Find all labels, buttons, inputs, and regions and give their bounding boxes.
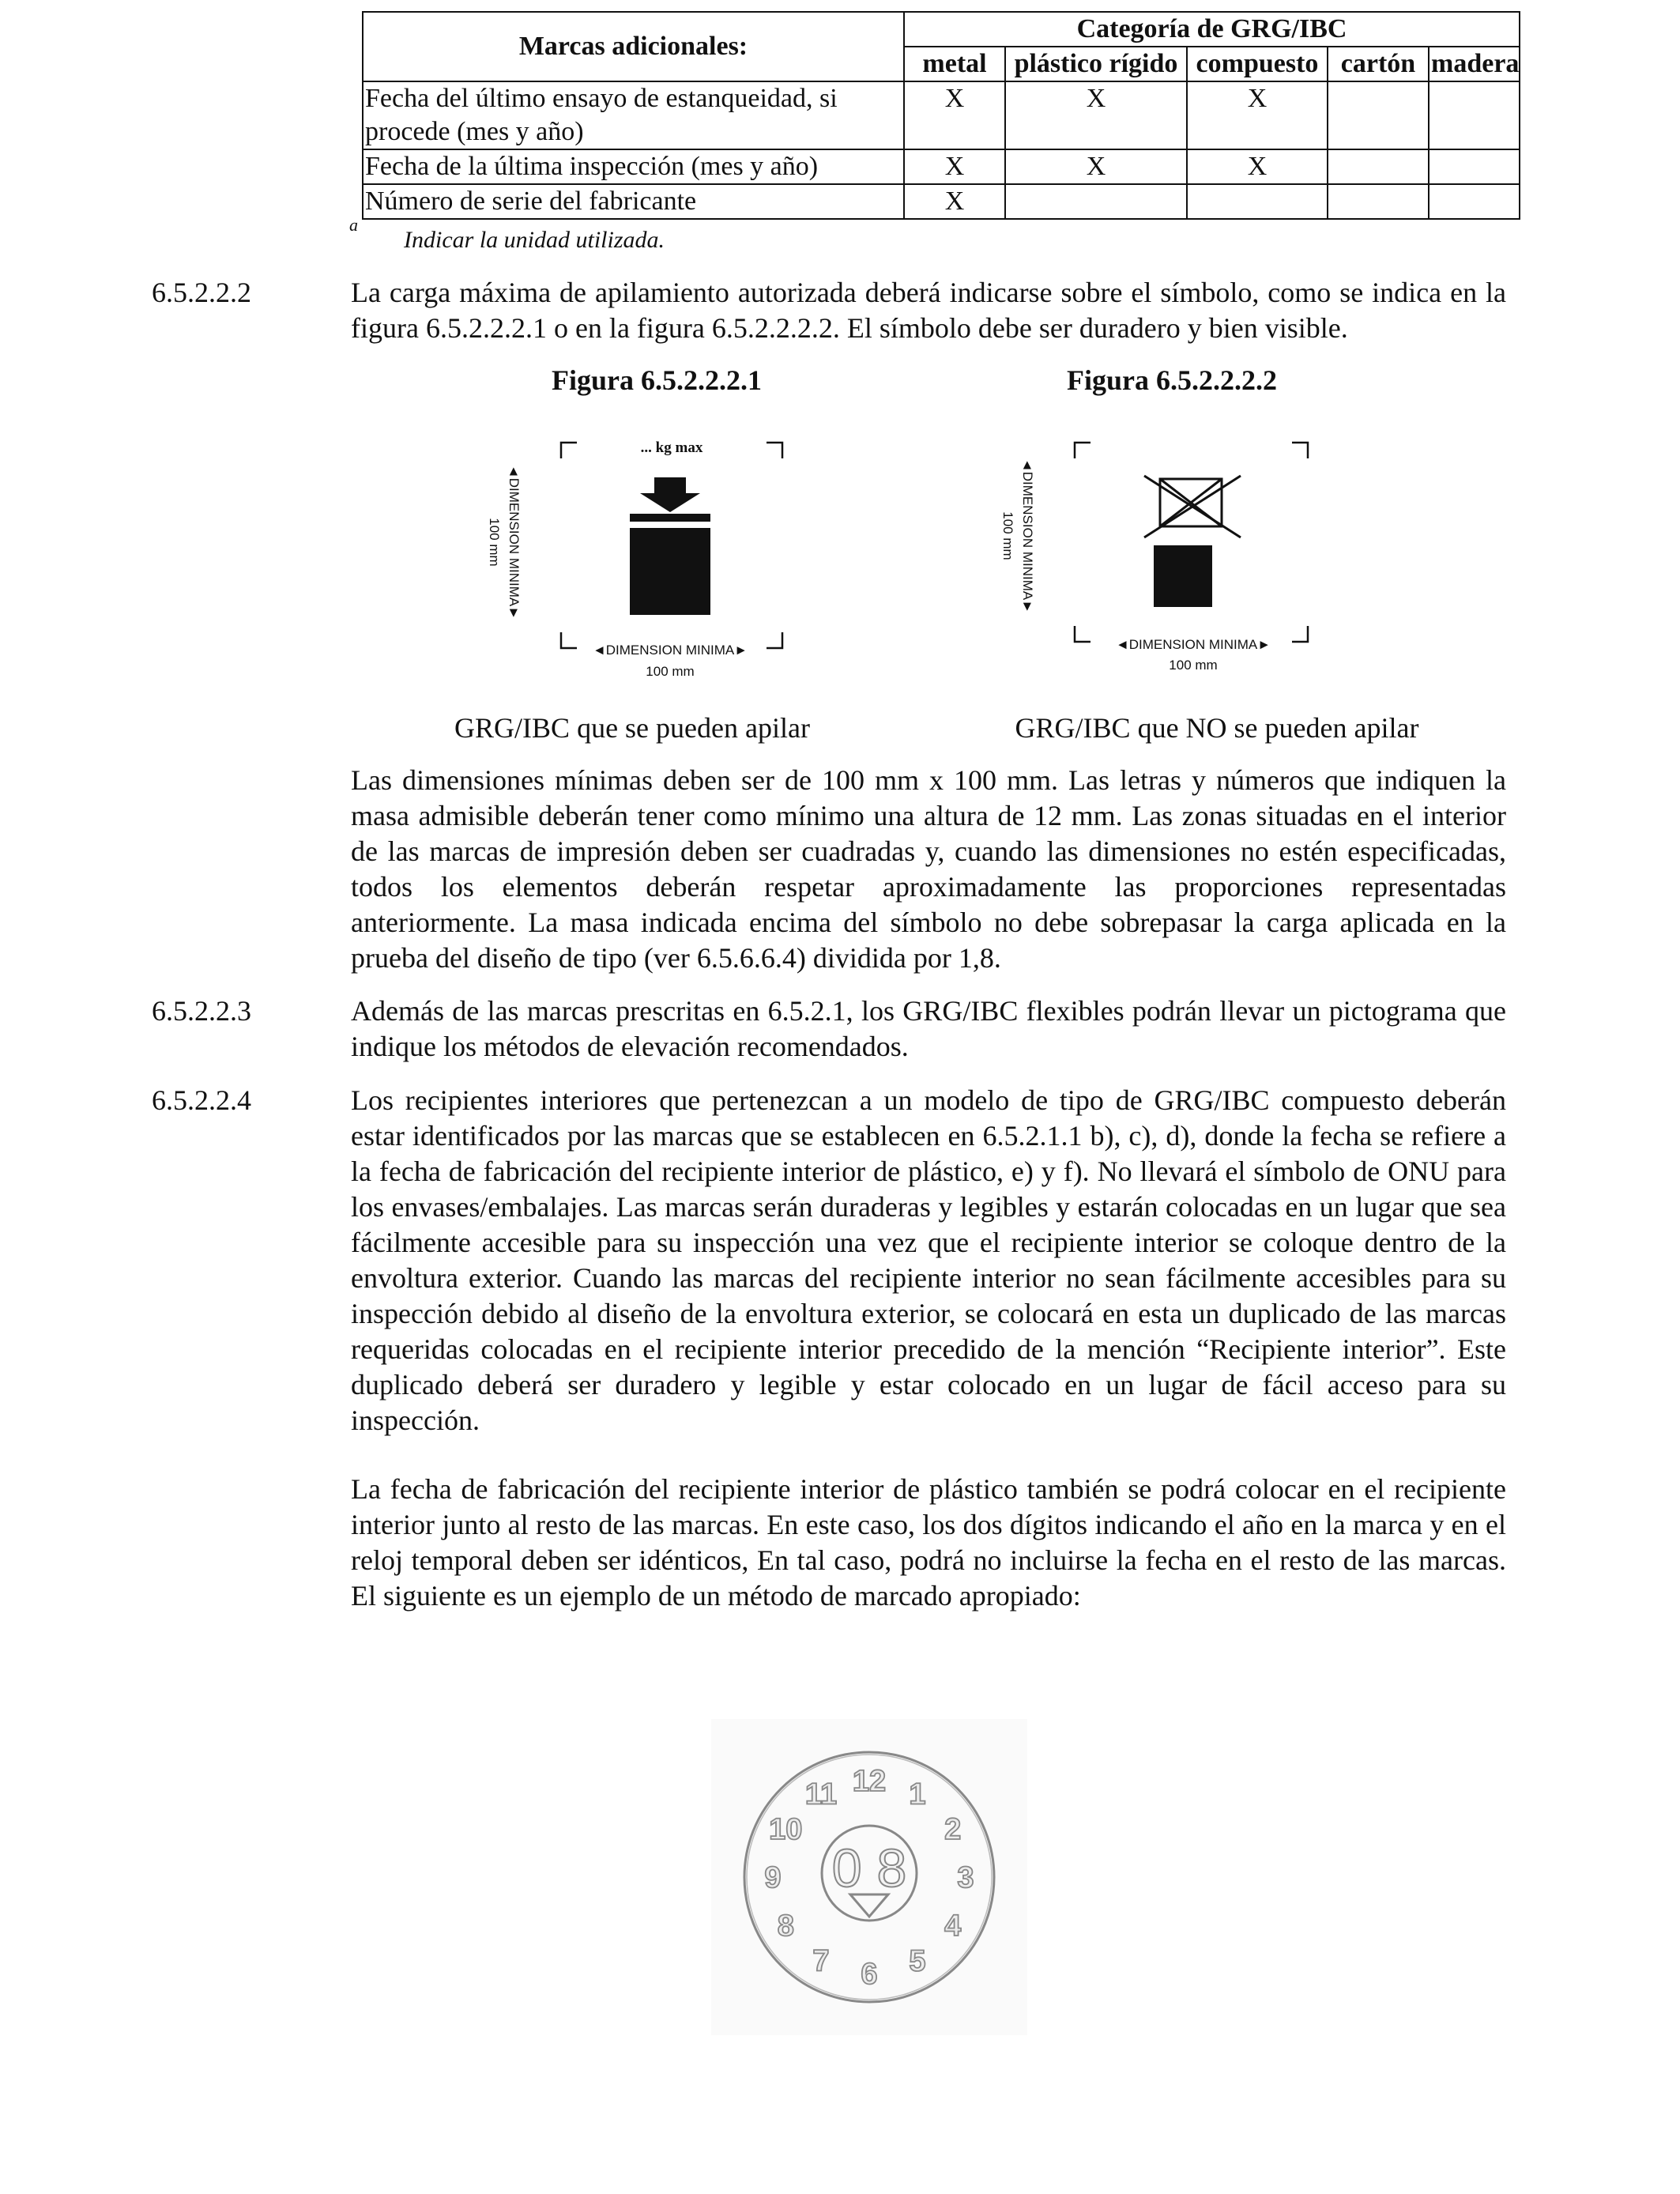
figure-1-stackable-symbol — [482, 427, 798, 696]
year-digits: 0 8 — [831, 1838, 907, 1898]
header-marcas: Marcas adicionales: — [363, 12, 904, 81]
col-header: compuesto — [1187, 47, 1328, 81]
dimension-value: 100 mm — [1169, 658, 1218, 673]
figure-1-title: Figura 6.5.2.2.2.1 — [552, 364, 762, 396]
clock-number: 10 — [769, 1813, 803, 1846]
figure-1-caption: GRG/IBC que se pueden apilar — [454, 712, 810, 744]
table-cell: X — [904, 149, 1005, 184]
clock-number: 2 — [944, 1813, 962, 1846]
table-cell: X — [904, 81, 1005, 149]
dimension-label: ◄DIMENSION MINIMA► — [1115, 637, 1271, 652]
table-cell — [1005, 184, 1187, 219]
table-row — [363, 81, 1520, 149]
non-stackable-symbol-graphic — [1004, 427, 1320, 696]
dimension-label-vertical: ◄DIMENSION MINIMA► — [507, 464, 522, 620]
dimension-label-vertical: ◄DIMENSION MINIMA► — [1020, 458, 1035, 614]
clock-number: 11 — [804, 1777, 838, 1811]
table-cell: X — [1005, 81, 1187, 149]
row-label: Fecha del último ensayo de estanqueidad, si procede (mes y año) — [363, 81, 904, 149]
section-text-continued: La fecha de fabricación del recipiente interior de plástico también se podrá colocar en el recipiente interior junto al resto de las marcas. En este caso, los dos dígitos indicando el año en la marca y en el reloj temporal deben ser idénticos, En tal caso, podrá no incluirse la fecha en el resto de las marcas. El siguiente es un ejemplo de un método de marcado apropiado: — [351, 1473, 1506, 1612]
col-header: plástico rígido — [1005, 47, 1187, 81]
clock-number: 9 — [764, 1861, 782, 1894]
table-cell — [1328, 149, 1429, 184]
row-label: Fecha de la última inspección (mes y año) — [363, 149, 904, 184]
dimensions-paragraph: Las dimensiones mínimas deben ser de 100 mm x 100 mm. Las letras y números que indiquen la masa admisible deberán tener como mínimo una altura de 12 mm. Las zonas situadas en el interior de las marcas de impresión deben ser cuadradas y, cuando las dimensiones no estén especificadas, todos los elementos deberán respetar aproximadamente las proporciones representadas anteriormente. La masa indicada encima del símbolo no debe sobrepasar la carga aplicada en la prueba del diseño de tipo (ver 6.5.6.6.4) dividida por 1,8. — [351, 764, 1506, 974]
table-row — [363, 184, 1520, 219]
table-cell: X — [1005, 149, 1187, 184]
table-cell — [1187, 184, 1328, 219]
table-cell — [1429, 81, 1520, 149]
dimension-value-vertical: 100 mm — [487, 518, 502, 567]
clock-number: 3 — [957, 1861, 974, 1894]
table-footnote — [349, 215, 665, 254]
dimension-value-vertical: 100 mm — [1000, 511, 1015, 560]
additional-marks-table — [362, 11, 1520, 220]
clock-number: 7 — [812, 1944, 830, 1978]
section-text: Los recipientes interiores que pertenezcan a un modelo de tipo de GRG/IBC compuesto deberán estar identificados por las marcas que se establecen en 6.5.2.1.1 b), c), d), donde la fecha se refiere a la fecha de fabricación del recipiente interior de plástico, e) y f). No llevará el símbolo de ONU para los envases/embalajes. Las marcas serán duraderas y legibles y estarán colocadas en un lugar que sea fácilmente accesible para su inspección una vez que el recipiente interior se coloque dentro de la envoltura exterior. Cuando las marcas del recipiente interior no sean fácilmente accesibles para su inspección debido al diseño de la envoltura exterior, se colocará en esta un duplicado de las marcas requeridas colocadas en el recipiente interior precedido de la mención “Recipiente interior”. Este duplicado deberá ser duradero y legible y estar colocado en un lugar de fácil acceso para su inspección. — [351, 1084, 1506, 1436]
col-header: metal — [904, 47, 1005, 81]
section-text: La carga máxima de apilamiento autorizada deberá indicarse sobre el símbolo, como se indica en la figura 6.5.2.2.2.1 o en la figura 6.5.2.2.2.2. El símbolo debe ser duradero y bien visible. — [351, 277, 1506, 344]
table-cell — [1429, 184, 1520, 219]
section-number: 6.5.2.2.3 — [152, 995, 251, 1027]
section-number: 6.5.2.2.2 — [152, 277, 251, 308]
clock-number: 12 — [852, 1765, 887, 1798]
section-number: 6.5.2.2.4 — [152, 1084, 251, 1116]
clock-number: 4 — [944, 1909, 962, 1943]
dimension-value: 100 mm — [646, 664, 695, 679]
section-text: Además de las marcas prescritas en 6.5.2.1, los GRG/IBC flexibles podrán llevar un pictograma que indique los métodos de elevación recomendados. — [351, 995, 1506, 1062]
table-cell: X — [1187, 149, 1328, 184]
footnote-text: Indicar la unidad utilizada. — [404, 227, 665, 253]
table-cell — [1328, 81, 1429, 149]
table-cell — [1328, 184, 1429, 219]
table-cell — [1429, 149, 1520, 184]
kg-max-label: ... kg max — [640, 439, 703, 456]
figure-2-caption: GRG/IBC que NO se pueden apilar — [1015, 712, 1419, 744]
figure-2-title: Figura 6.5.2.2.2.2 — [1067, 364, 1277, 396]
dimension-label: ◄DIMENSION MINIMA► — [592, 643, 748, 658]
table-cell: X — [1187, 81, 1328, 149]
table-header-row — [363, 12, 1520, 47]
clock-number: 8 — [777, 1909, 794, 1943]
date-clock-graphic — [711, 1719, 1027, 2035]
footnote-marker: a — [349, 215, 358, 235]
header-categoria: Categoría de GRG/IBC — [904, 12, 1520, 47]
row-label: Número de serie del fabricante — [363, 184, 904, 219]
figure-2-non-stackable-symbol — [1000, 427, 1320, 696]
col-header: madera — [1429, 47, 1520, 81]
clock-number: 5 — [909, 1944, 926, 1978]
clock-number: 6 — [861, 1958, 878, 1991]
date-clock-mark — [711, 1719, 1027, 2035]
clock-number: 1 — [909, 1777, 926, 1811]
col-header: cartón — [1328, 47, 1429, 81]
table-cell: X — [904, 184, 1005, 219]
table-row — [363, 149, 1520, 184]
